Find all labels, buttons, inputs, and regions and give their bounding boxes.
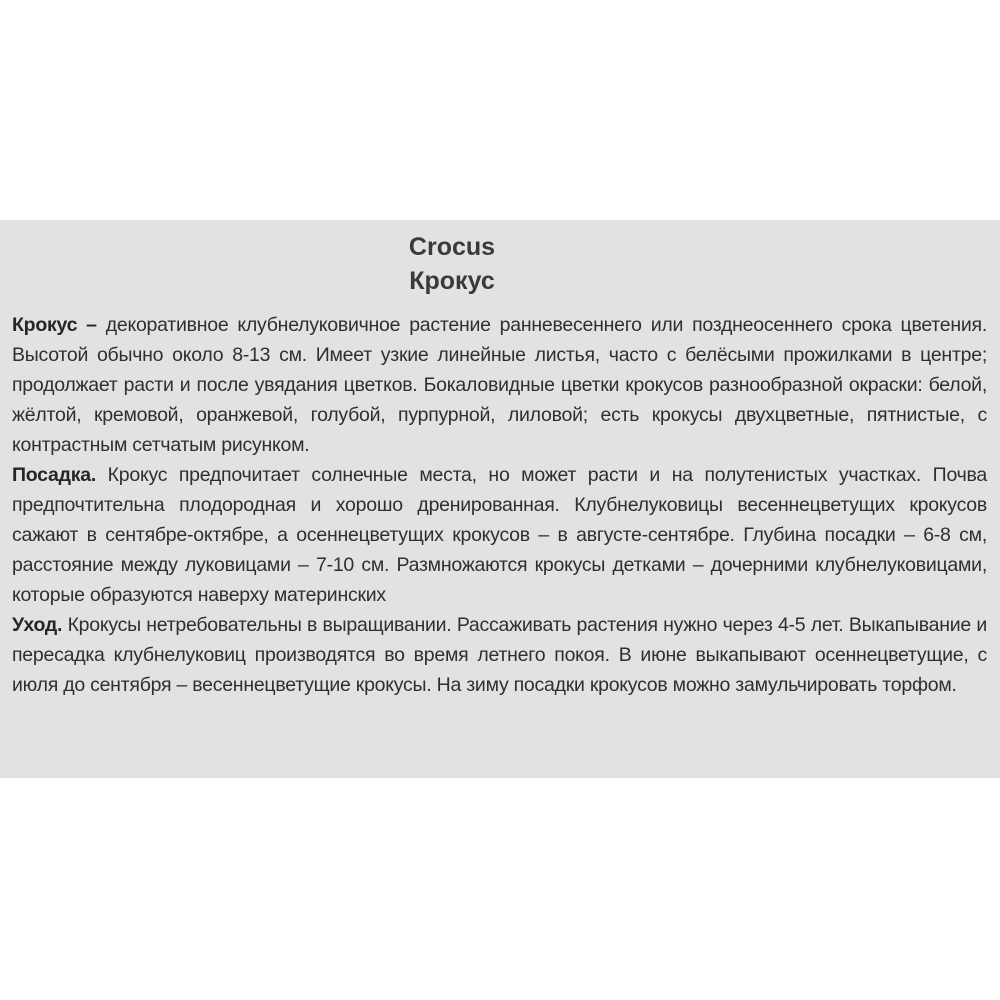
description-body [12,310,987,700]
title-russian: Крокус [409,267,495,295]
lead-description: Крокус – [12,314,97,336]
plant-label-card [0,220,1000,778]
text-care: Крокусы нетребовательны в выращивании. Рассаживать растения нужно через 4-5 лет. Выкапывание и пересадка клубнелуковиц производятся во время летнего покоя. В июне выкапывают осеннецветущие, с июля до сентября – весеннецветущие крокусы. На зиму посадки крокусов можно замульчировать торфом. [12,614,987,696]
paragraph-care [12,610,987,700]
title-latin: Crocus [408,233,496,261]
text-description: декоративное клубнелуковичное растение ранневесеннего или позднеосеннего срока цветения. Высотой обычно около 8-13 см. Имеет узкие линейные листья, часто с белёсыми прожилками в центре; продолжает расти и после увядания цветков. Бокаловидные цветки крокусов разнообразной окраски: белой, жёлтой, кремовой, оранжевой, голубой, пурпурной, лиловой; есть крокусы двухцветные, пятнистые, с контрастным сетчатым рисунком. [12,314,987,456]
lead-planting: Посадка. [12,464,96,486]
lead-care: Уход. [12,614,63,636]
paragraph-description [12,310,987,460]
paragraph-planting [12,460,987,610]
text-planting: Крокус предпочитает солнечные места, но может расти и на полутенистых участках. Почва предпочтительна плодородная и хорошо дренированная. Клубнелуковицы весеннецветущих крокусов сажают в сентябре-октябре, а осеннецветущих крокусов – в августе-сентябре. Глубина посадки – 6-8 см, расстояние между луковицами – 7-10 см. Размножаются крокусы детками – дочерними клубнелуковицами, которые образуются наверху материнских [12,464,987,606]
